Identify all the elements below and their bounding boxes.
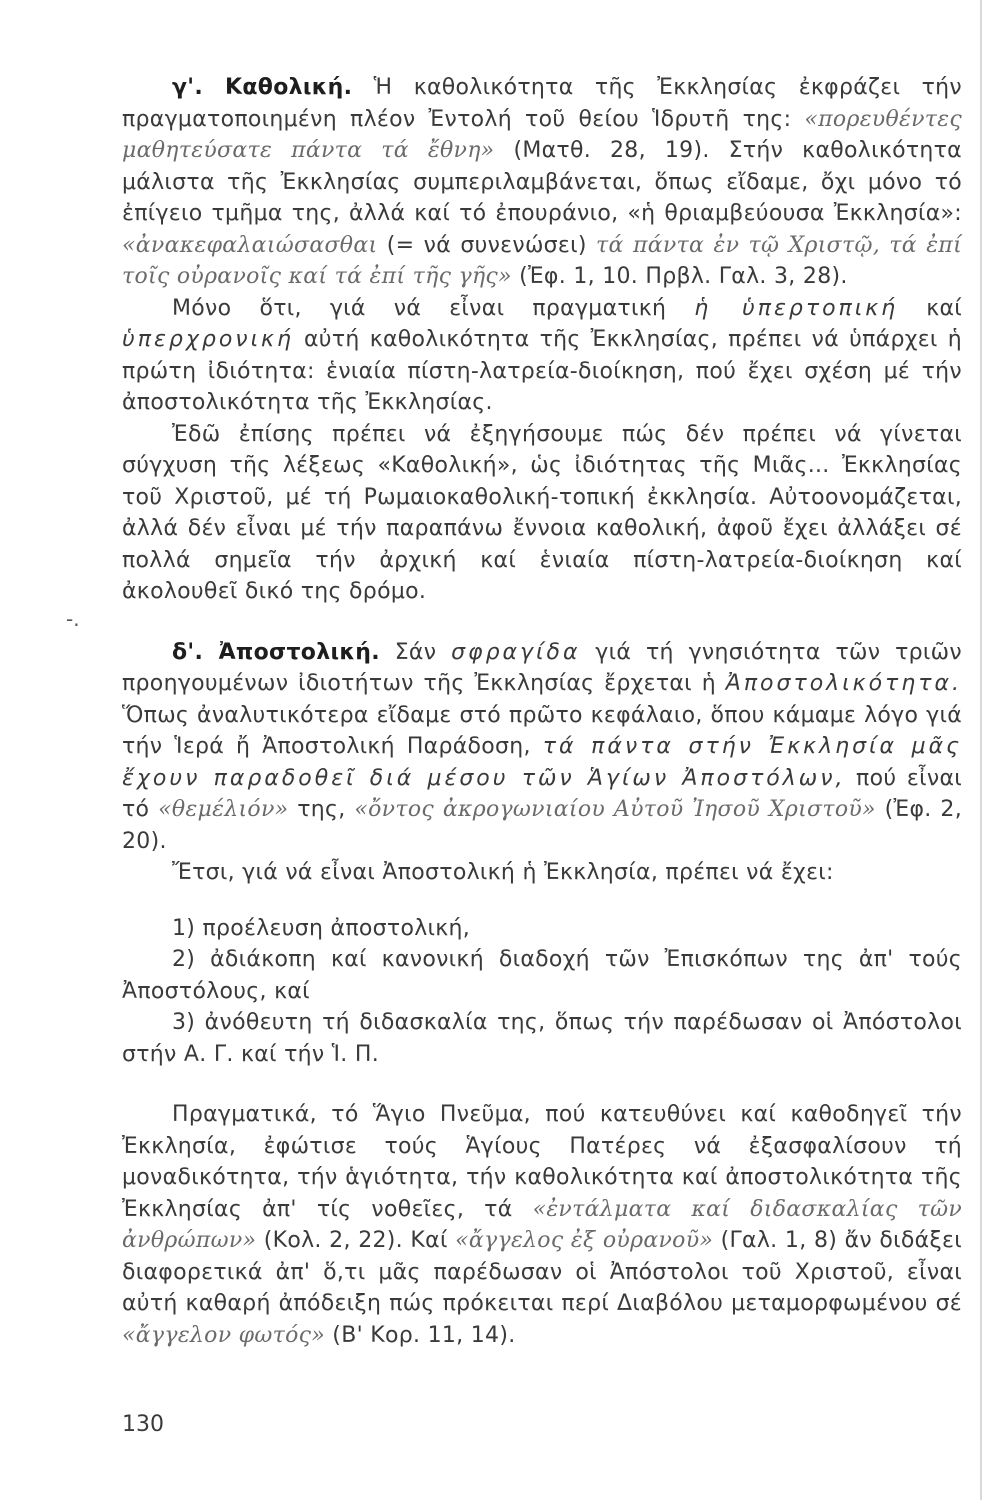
text-span: 2) ἀδιάκοπη καί κανονική διαδοχή τῶν Ἐπισκόπων της ἀπ' τούς Ἀποστόλους, καί	[122, 947, 962, 1004]
spaced-emphasis: Ἀποστολικότητα.	[725, 671, 962, 696]
paragraph-universality	[122, 293, 962, 419]
text-span: (Ἐφ. 1, 10. Πρβλ. Γαλ. 3, 28).	[511, 264, 848, 289]
text-span: 3) ἀνόθευτη τή διδασκαλία της, ὅπως τήν παρέδωσαν οἱ Ἀπόστολοι στήν Α. Γ. καί τήν Ἱ. Π.	[122, 1010, 962, 1067]
section-heading: γ'. Καθολική.	[172, 75, 353, 100]
text-span: Μόνο ὅτι, γιά νά εἶναι πραγματική	[172, 295, 695, 321]
spaced-emphasis: σφραγίδα	[451, 639, 581, 665]
page-number: 130	[122, 1412, 164, 1437]
text-span: Πραγματικά, τό Ἅγιο Πνεῦμα, πού κατευθύνει καί καθοδηγεῖ τήν Ἐκκλησία, ἐφώτισε τούς Ἁγίους Πατέρες νά ἐξασφαλίσουν τή μοναδικότητα, τήν ἁγιότητα, τήν καθολικότητα καί ἀποστολικότητα τῆς Ἐκκλησίας ἀπ' τίς νοθεῖες, τά	[122, 1102, 962, 1222]
quotation: «ἄγγελος ἐξ οὐρανοῦ»	[455, 1228, 714, 1253]
margin-mark: -.	[66, 607, 80, 631]
paragraph-catholic	[122, 72, 962, 293]
text-span: της,	[288, 797, 355, 822]
text-span: (Ματθ. 28, 19). Στήν καθολικότητα μάλιστα τῆς Ἐκκλησίας συμπεριλαμβάνεται, ὅπως εἴδαμε, ὄχι μόνο τό ἐπίγειο τμῆμα της, ἀλλά καί τό ἐπουράνιο, «ἡ θριαμβεύουσα Ἐκκλησία»:	[122, 138, 962, 226]
spaced-emphasis: ὑπερχρονική	[122, 327, 294, 352]
quotation: τά πάντα ἐν τῷ Χριστῷ, τά ἐπί τοῖς οὐρανοῖς καί τά ἐπί τῆς γῆς»	[122, 232, 962, 289]
quotation: «ἀνακεφαλαιώσασθαι	[122, 232, 378, 258]
text-span: Ἐδῶ ἐπίσης πρέπει νά ἐξηγήσουμε πώς δέν πρέπει νά γίνεται σύγχυση τῆς λέξεως «Καθολική», ὡς ἰδιότητας τῆς Μιᾶς... Ἐκκλησίας τοῦ Χριστοῦ, μέ τή Ρωμαιοκαθολική-τοπική ἐκκλησία. Αὐτοονομάζεται, ἀλλά δέν εἶναι μέ τήν παραπάνω ἔννοια καθολική, ἀφοῦ ἔχει ἀλλάξει σέ πολλά σημεῖα τήν ἀρχική καί ἑνιαία πίστη-λατρεία-διοίκηση καί ἀκολουθεῖ δικό της δρόμο.	[122, 421, 962, 604]
text-span: Ἔτσι, γιά νά εἶναι Ἀποστολική ἡ Ἐκκλησία, πρέπει νά ἔχει:	[172, 860, 834, 885]
quotation: «ὄντος ἀκρογωνιαίου Αὐτοῦ Ἰησοῦ Χριστοῦ»	[354, 797, 876, 822]
paragraph-confusion	[122, 419, 962, 608]
text-span: (Β' Κορ. 11, 14).	[325, 1322, 516, 1348]
body-text	[122, 72, 962, 1351]
text-span: 1) προέλευση ἀποστολική,	[172, 915, 471, 941]
paragraph-requirements-intro	[122, 857, 962, 889]
text-span: Σάν	[379, 639, 452, 665]
page-edge-line	[980, 0, 982, 1500]
list-item-teaching	[122, 1007, 962, 1070]
list-item-succession	[122, 944, 962, 1007]
text-span: Ὅπως ἀναλυτικότερα εἴδαμε στό πρῶτο κεφάλαιο, ὅπου κάμαμε λόγο γιά τήν Ἱερά ἤ Ἀποστολική Παράδοση,	[122, 702, 962, 759]
quotation: «ἄγγελον φωτός»	[122, 1322, 326, 1348]
spaced-emphasis: τά πάντα στήν Ἐκκλησία μᾶς ἔχουν παραδοθεῖ διά μέσου τῶν Ἁγίων Ἀποστόλων,	[122, 734, 962, 791]
section-heading: δ'. Ἀποστολική.	[172, 639, 380, 665]
quotation: «ἐντάλματα καί διδασκαλίας τῶν ἀνθρώπων»	[122, 1196, 963, 1253]
text-span: (= νά συνενώσει)	[377, 232, 597, 258]
text-span: πού εἶναι τό	[122, 765, 962, 822]
text-span: Ἡ καθολικότητα τῆς Ἐκκλησίας ἐκφράζει τήν πραγματοποιημένη πλέον Ἐντολή τοῦ θείου Ἱδρυτῆ της:	[122, 75, 962, 132]
paragraph-apostolic	[122, 637, 962, 858]
text-span: (Ἐφ. 2, 20).	[122, 797, 962, 854]
spaced-emphasis: ἡ ὑπερτοπική	[694, 295, 899, 321]
list-item-origin	[122, 913, 962, 945]
text-span: καί	[898, 295, 962, 321]
text-span: γιά τή γνησιότητα τῶν τριῶν προηγουμένων ἰδιοτήτων τῆς Ἐκκλησίας ἔρχεται ἡ	[122, 639, 962, 696]
text-span: (Κολ. 2, 22). Καί	[256, 1228, 456, 1253]
text-span: αὐτή καθολικότητα τῆς Ἐκκλησίας, πρέπει νά ὑπάρχει ἡ πρώτη ἰδιότητα: ἑνιαία πίστη-λατρεία-διοίκηση, πού ἔχει σχέση μέ τήν ἀποστολικότητα τῆς Ἐκκλησίας.	[122, 327, 962, 415]
quotation: «πορευθέντες μαθητεύσατε πάντα τά ἔθνη»	[122, 106, 962, 163]
text-span: (Γαλ. 1, 8) ἄν διδάξει διαφορετικά ἀπ' ὅ,τι μᾶς παρέδωσαν οἱ Ἀπόστολοι τοῦ Χριστοῦ, εἶναι αὐτή καθαρή ἀπόδειξη πώς πρόκειται περί Διαβόλου μεταμορφωμένου σέ	[122, 1228, 962, 1316]
quotation: «θεμέλιόν»	[158, 797, 289, 822]
paragraph-holy-spirit	[122, 1099, 962, 1351]
